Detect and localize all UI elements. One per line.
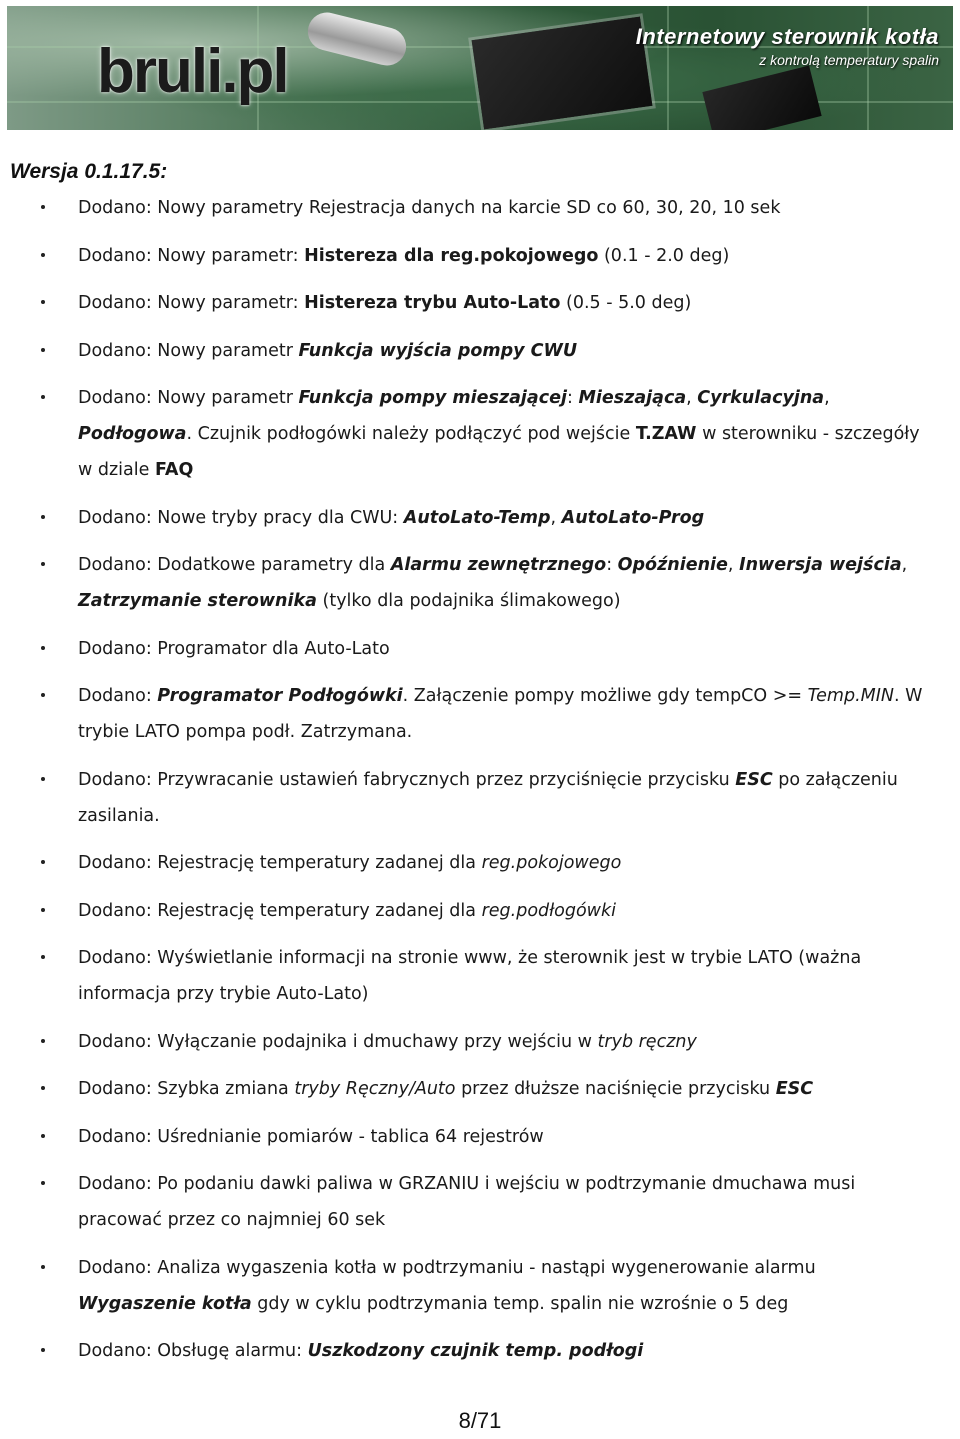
bullet-icon xyxy=(41,1181,45,1185)
list-item xyxy=(0,1119,960,1155)
list-item-text: Dodano: Wyłączanie podajnika i dmuchawy przy wejściu w xyxy=(78,1031,598,1052)
list-item-text: Temp.MIN xyxy=(807,686,894,706)
list-item-text: Funkcja pompy mieszającej xyxy=(298,388,567,408)
site-logo: bruli.pl xyxy=(97,37,288,106)
bullet-icon xyxy=(41,300,45,304)
bullet-icon xyxy=(41,253,45,257)
list-item-text: Dodano: Nowy parametry Rejestracja danych na karcie SD co 60, 30, 20, 10 sek xyxy=(78,198,781,218)
list-item xyxy=(0,631,960,667)
bullet-icon xyxy=(41,693,45,697)
list-item-text: Dodano: Wyświetlanie informacji na stronie www, że sterownik jest w trybie LATO (ważna informacja przy trybie Auto-Lato) xyxy=(78,948,862,1004)
list-item xyxy=(0,1166,960,1238)
list-item-text: (tylko dla podajnika ślimakowego) xyxy=(316,591,621,611)
list-item xyxy=(0,762,960,834)
list-item-text: po załączeniu zasilania. xyxy=(78,769,898,826)
list-item-text: Cyrkulacyjna xyxy=(697,388,825,408)
list-item xyxy=(0,678,960,750)
list-item xyxy=(0,1333,960,1369)
list-item-text: Funkcja wyjścia pompy CWU xyxy=(298,340,578,361)
list-item-text: reg.podłogówki xyxy=(481,900,616,921)
list-item-text: , xyxy=(550,507,562,528)
list-item-text: , xyxy=(686,388,698,408)
list-item-text: (0.1 - 2.0 deg) xyxy=(598,245,730,266)
bullet-icon xyxy=(41,646,45,650)
list-item-text: (0.5 - 5.0 deg) xyxy=(560,293,692,313)
bullet-icon xyxy=(41,205,45,209)
list-item-text: Zatrzymanie sterownika xyxy=(78,591,317,611)
list-item xyxy=(0,1250,960,1322)
chip-graphic xyxy=(472,17,653,130)
list-item-text: FAQ xyxy=(154,460,194,480)
list-item-text: Dodano: Obsługę alarmu: xyxy=(78,1341,308,1361)
list-item-text: Podłogowa xyxy=(78,424,187,444)
list-item-text: Dodano: xyxy=(78,686,158,706)
list-item-text: w sterowniku - szczegóły w dziale xyxy=(78,424,920,480)
list-item-text: Dodano: Przywracanie ustawień fabrycznych przez przyciśnięcie przycisku xyxy=(78,769,736,790)
list-item xyxy=(0,380,960,488)
list-item-text: AutoLato-Prog xyxy=(561,507,705,528)
list-item-text: ESC xyxy=(735,769,773,790)
list-item-text: Histereza trybu Auto-Lato xyxy=(304,293,561,313)
list-item-text: Dodano: Szybka zmiana xyxy=(78,1079,295,1099)
list-item xyxy=(0,190,960,226)
changelog-list xyxy=(0,190,960,1381)
bullet-icon xyxy=(41,395,45,399)
bullet-icon xyxy=(41,777,45,781)
list-item-text: Dodano: Analiza wygaszenia kotła w podtrzymaniu - nastąpi wygenerowanie alarmu xyxy=(78,1257,816,1278)
list-item-text: reg.pokojowego xyxy=(481,853,622,873)
list-item-text: Mieszająca xyxy=(578,388,687,408)
list-item-text: , xyxy=(901,555,908,575)
list-item-text: gdy w cyklu podtrzymania temp. spalin nie wzrośnie o 5 deg xyxy=(251,1293,789,1314)
list-item-text: Wygaszenie kotła xyxy=(78,1293,252,1314)
list-item-text: . Czujnik podłogówki należy podłączyć pod wejście xyxy=(186,424,636,444)
bullet-icon xyxy=(41,1134,45,1138)
tagline-line2: z kontrolą temperatury spalin xyxy=(759,52,939,68)
list-item-text: Dodano: Programator dla Auto-Lato xyxy=(78,638,390,659)
chip-graphic-small xyxy=(702,65,821,130)
list-item-text: Dodano: Dodatkowe parametry dla xyxy=(78,555,391,575)
bullet-icon xyxy=(41,562,45,566)
list-item-text: ESC xyxy=(775,1079,814,1099)
list-item-text: Opóźnienie xyxy=(617,555,728,575)
tagline-line1: Internetowy sterownik kotła xyxy=(635,24,939,49)
page-number: 8/71 xyxy=(458,1408,502,1433)
bullet-icon xyxy=(41,860,45,864)
header-tagline xyxy=(636,24,939,68)
list-item-text: Dodano: Nowy parametr: xyxy=(78,293,305,313)
list-item-text: Dodano: Po podaniu dawki paliwa w GRZANIU i wejściu w podtrzymanie dmuchawa musi pracować przez co najmniej 60 sek xyxy=(78,1174,856,1230)
list-item-text: Dodano: Nowy parametr xyxy=(78,388,299,408)
list-item-text: , xyxy=(824,388,830,408)
bullet-icon xyxy=(41,1348,45,1352)
list-item xyxy=(0,1024,960,1060)
bullet-icon xyxy=(41,515,45,519)
list-item xyxy=(0,333,960,369)
bullet-icon xyxy=(41,348,45,352)
list-item-text: Inwersja wejścia xyxy=(739,555,902,575)
list-item-text: Alarmu zewnętrznego xyxy=(390,555,607,575)
list-item-text: Dodano: Uśrednianie pomiarów - tablica 64 rejestrów xyxy=(78,1126,544,1147)
header-banner xyxy=(7,6,953,130)
list-item xyxy=(0,500,960,536)
list-item-text: Dodano: Rejestrację temperatury zadanej dla xyxy=(78,853,482,873)
list-item-text: . Załączenie pompy możliwe gdy tempCO >= xyxy=(402,686,808,706)
list-item-text: : xyxy=(566,388,579,408)
list-item-text: tryb ręczny xyxy=(597,1031,697,1052)
list-item-text: Dodano: Nowy parametr: xyxy=(78,245,305,266)
version-title: Wersja 0.1.17.5: xyxy=(10,160,168,183)
list-item xyxy=(0,547,960,619)
list-item-text: Programator Podłogówki xyxy=(157,686,403,706)
list-item-text: . W trybie LATO pompa podł. Zatrzymana. xyxy=(78,686,923,742)
bullet-icon xyxy=(41,1265,45,1269)
bullet-icon xyxy=(41,1086,45,1090)
list-item-text: Histereza dla reg.pokojowego xyxy=(304,245,599,266)
list-item xyxy=(0,845,960,881)
list-item-text: , xyxy=(727,555,740,575)
list-item xyxy=(0,285,960,321)
list-item-text: Uszkodzony czujnik temp. podłogi xyxy=(307,1341,644,1361)
list-item xyxy=(0,1071,960,1107)
list-item xyxy=(0,238,960,274)
list-item-text: AutoLato-Temp xyxy=(403,507,551,528)
bullet-icon xyxy=(41,1039,45,1043)
list-item-text: Dodano: Nowe tryby pracy dla CWU: xyxy=(78,507,404,528)
list-item xyxy=(0,893,960,929)
list-item-text: Dodano: Rejestrację temperatury zadanej dla xyxy=(78,900,482,921)
list-item-text: przez dłuższe naciśnięcie przycisku xyxy=(455,1079,776,1099)
bullet-icon xyxy=(41,955,45,959)
list-item-text: tryby Ręczny/Auto xyxy=(294,1079,456,1099)
list-item-text: T.ZAW xyxy=(635,424,697,444)
list-item-text: : xyxy=(606,555,618,575)
bullet-icon xyxy=(41,908,45,912)
crystal-graphic xyxy=(304,8,410,69)
list-item xyxy=(0,940,960,1012)
list-item-text: Dodano: Nowy parametr xyxy=(78,340,299,361)
